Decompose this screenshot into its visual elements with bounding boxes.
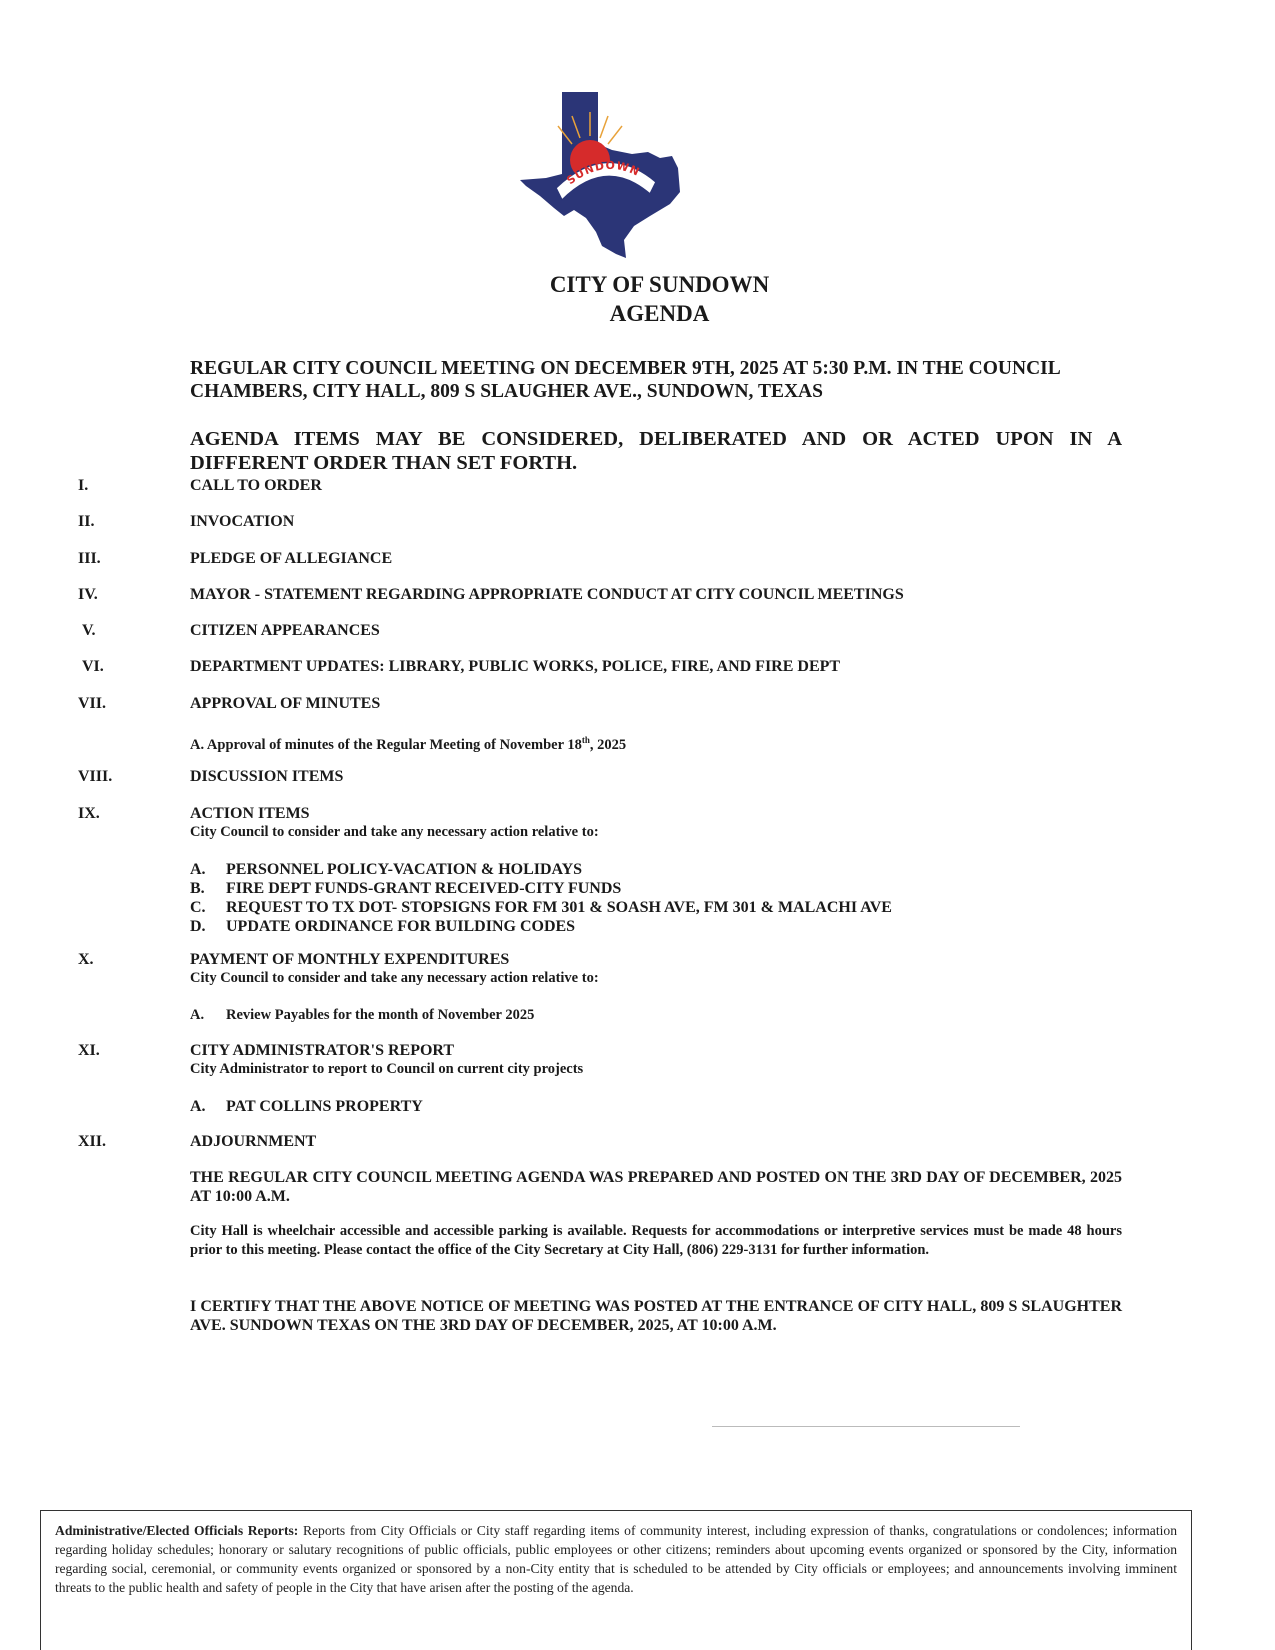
item-number: XI. bbox=[78, 1042, 100, 1059]
item-number: X. bbox=[78, 951, 94, 968]
action-item: C. REQUEST TO TX DOT- STOPSIGNS FOR FM 301 & SOASH AVE, FM 301 & MALACHI AVE bbox=[190, 899, 892, 916]
item-number: IV. bbox=[78, 586, 98, 603]
item-number: VII. bbox=[78, 695, 107, 712]
city-name: CITY OF SUNDOWN bbox=[549, 272, 770, 297]
item-subtitle: City Administrator to report to Council on current city projects bbox=[190, 1061, 584, 1077]
posting-note: THE REGULAR CITY COUNCIL MEETING AGENDA WAS PREPARED AND POSTED ON THE 3RD DAY OF DECEMBER, 2025 AT 10:00 A.M. bbox=[190, 1169, 1122, 1205]
logo-text: SUNDOWN bbox=[564, 158, 643, 188]
item-number: IX. bbox=[78, 805, 100, 822]
item-title: INVOCATION bbox=[190, 513, 295, 530]
signature-line bbox=[712, 1426, 1020, 1427]
certification: I CERTIFY THAT THE ABOVE NOTICE OF MEETING WAS POSTED AT THE ENTRANCE OF CITY HALL, 809 S SLAUGHTER AVE. SUNDOWN TEXAS ON THE 3RD DAY OF DECEMBER, 2025, AT 10:00 A.M. bbox=[190, 1298, 1122, 1334]
page-title bbox=[0, 270, 1275, 328]
item-title: APPROVAL OF MINUTES bbox=[190, 695, 381, 712]
item-title: MAYOR - STATEMENT REGARDING APPROPRIATE CONDUCT AT CITY COUNCIL MEETINGS bbox=[190, 586, 904, 603]
action-item: B. FIRE DEPT FUNDS-GRANT RECEIVED-CITY FUNDS bbox=[190, 880, 622, 897]
order-notice: AGENDA ITEMS MAY BE CONSIDERED, DELIBERATED AND OR ACTED UPON IN A DIFFERENT ORDER THAN SET FORTH. bbox=[190, 428, 1122, 474]
footer-label: Administrative/Elected Officials Reports: bbox=[55, 1523, 299, 1538]
item-number: I. bbox=[78, 477, 89, 494]
item-title: CITIZEN APPEARANCES bbox=[190, 622, 380, 639]
item-title: DISCUSSION ITEMS bbox=[190, 768, 344, 785]
item-subtitle: City Council to consider and take any necessary action relative to: bbox=[190, 970, 599, 986]
item-number: XII. bbox=[78, 1133, 107, 1150]
item-number: II. bbox=[78, 513, 95, 530]
item-subtitle: City Council to consider and take any necessary action relative to: bbox=[190, 824, 599, 840]
doc-type: AGENDA bbox=[609, 301, 710, 326]
meeting-line: REGULAR CITY COUNCIL MEETING ON DECEMBER 9TH, 2025 AT 5:30 P.M. IN THE COUNCIL CHAMBERS, CITY HALL, 809 S SLAUGHER AVE., SUNDOWN, TEXAS bbox=[190, 358, 1060, 402]
item-title: DEPARTMENT UPDATES: LIBRARY, PUBLIC WORKS, POLICE, FIRE, AND FIRE DEPT bbox=[190, 658, 841, 675]
item-number: V. bbox=[82, 622, 96, 639]
minutes-approval: A. Approval of minutes of the Regular Meeting of November 18th, 2025 bbox=[190, 735, 627, 753]
item-number: VIII. bbox=[78, 768, 113, 785]
sundown-texas-logo bbox=[520, 92, 700, 262]
footer-reports-box bbox=[40, 1510, 1192, 1650]
item-number: VI. bbox=[82, 658, 104, 675]
admin-subitem: A. PAT COLLINS PROPERTY bbox=[190, 1098, 423, 1115]
payables-subitem: A. Review Payables for the month of November 2025 bbox=[190, 1007, 535, 1023]
item-title: PAYMENT OF MONTHLY EXPENDITURES bbox=[190, 951, 510, 968]
footer-text: Reports from City Officials or City staff regarding items of community interest, including expression of thanks, congratulations or condolences; information regarding holiday schedules; honorary or salutary recognitions of public officials, public employees or other citizens; reminders about upcoming events organized or sponsored by the City, information regarding social, ceremonial, or community events organized or sponsored by a non-City entity that is scheduled to be attended by City officials or employees; and announcements involving imminent threats to the public health and safety of people in the City that have arisen after the posting of the agenda. bbox=[55, 1523, 1177, 1595]
item-title: ADJOURNMENT bbox=[190, 1133, 317, 1150]
item-number: III. bbox=[78, 550, 101, 567]
item-title: ACTION ITEMS bbox=[190, 805, 310, 822]
item-title: PLEDGE OF ALLEGIANCE bbox=[190, 550, 393, 567]
action-item: D. UPDATE ORDINANCE FOR BUILDING CODES bbox=[190, 918, 576, 935]
action-item: A. PERSONNEL POLICY-VACATION & HOLIDAYS bbox=[190, 861, 583, 878]
item-title: CALL TO ORDER bbox=[190, 477, 322, 494]
item-title: CITY ADMINISTRATOR'S REPORT bbox=[190, 1042, 455, 1059]
accessibility-note: City Hall is wheelchair accessible and accessible parking is available. Requests for accommodations or interpretive services must be made 48 hours prior to this meeting. Please contact the office of the City Secretary at City Hall, (806) 229-3131 for further information. bbox=[190, 1223, 1122, 1258]
